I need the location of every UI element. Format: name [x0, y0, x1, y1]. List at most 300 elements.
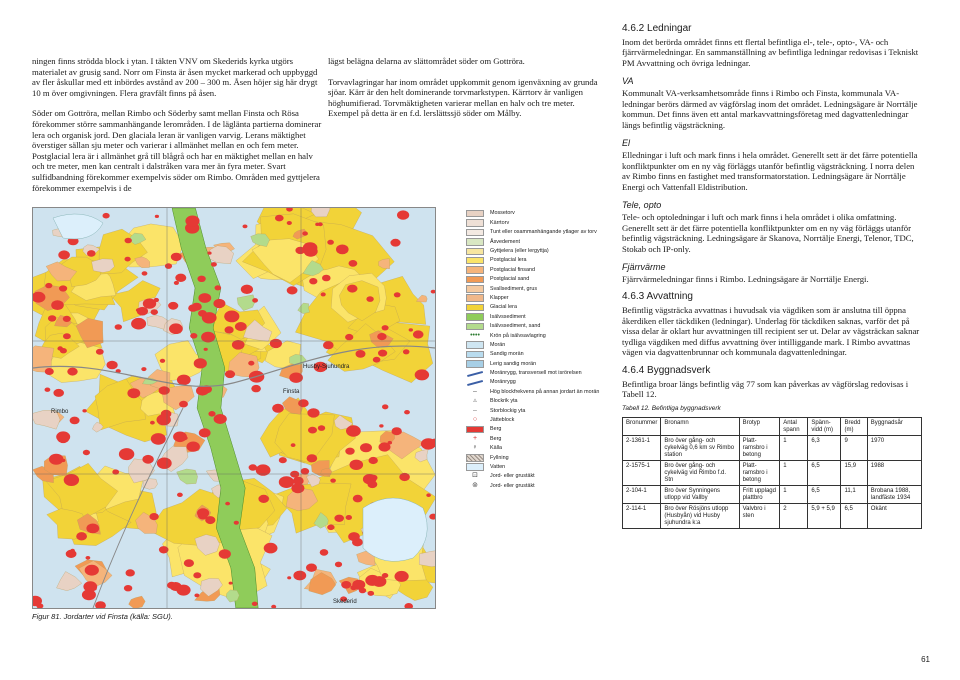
bedrock-outcrop: [368, 481, 378, 488]
bedrock-outcrop: [251, 385, 261, 392]
table-cell: 11,1: [841, 486, 867, 504]
legend-label: Storblockig yta: [490, 407, 526, 414]
legend-symbol-icon: ▵: [473, 397, 477, 405]
bedrock-outcrop: [382, 573, 388, 578]
lake: [363, 498, 427, 561]
table-cell: 6,5: [808, 461, 841, 486]
table-cell: 2-114-1: [623, 504, 661, 529]
legend-label: Sandig morän: [490, 351, 524, 358]
bedrock-outcrop: [165, 263, 172, 269]
legend-item: [466, 359, 616, 368]
table-row: [623, 486, 922, 504]
legend-swatch: [466, 276, 484, 284]
table-cell: Valvbro i sten: [739, 504, 780, 529]
bedrock-outcrop: [159, 386, 170, 395]
legend-symbol-icon: +: [472, 434, 478, 442]
bedrock-outcrop: [345, 448, 354, 455]
bedrock-outcrop: [258, 495, 269, 503]
table-cell: 5,9 + 5,9: [808, 504, 841, 529]
bedrock-outcrop: [167, 582, 176, 589]
table-cell: 1988: [867, 461, 921, 486]
bedrock-outcrop: [290, 471, 299, 478]
legend-label: Postglacial sand: [490, 276, 530, 283]
legend-item: [466, 247, 616, 256]
legend-item: [466, 331, 616, 340]
bedrock-outcrop: [409, 328, 413, 331]
bedrock-outcrop: [359, 588, 366, 594]
table-cell: 6,5: [808, 486, 841, 504]
table-header-cell: Brotyp: [739, 418, 780, 436]
legend-swatch: [466, 463, 484, 471]
bedrock-outcrop: [379, 424, 383, 427]
bedrock-outcrop: [366, 296, 373, 302]
legend-label: Åsvedement: [490, 238, 520, 245]
table-cell: 2-1361-1: [623, 436, 661, 461]
paragraph: Befintlig vägsträcka avvattnas i huvudsak via vägdiken som är anslutna till öppna åkerdiken eller täckdiken (ledningar). Underlag för täckdiken saknas, varför det på vissa delar är oklart hur avvattningen till recipient ser ut. Delar av vägsträckan saknar tydliga vägdiken med diffus avvattning över intilliggande mark. I Rimbo avvattnas vägen via dagvattenbrunnar och kommunala dagvattenledningar.: [622, 305, 920, 358]
table-row: [623, 436, 922, 461]
bedrock-outcrop: [96, 349, 104, 355]
bedrock-outcrop: [63, 333, 71, 339]
bedrock-outcrop: [169, 323, 183, 334]
bedrock-outcrop: [243, 225, 248, 229]
bedrock-outcrop: [279, 457, 287, 463]
bedrock-outcrop: [199, 428, 211, 437]
legend-label: Kärrtorv: [490, 219, 510, 226]
legend-label: Moränrygg: [490, 379, 516, 386]
bedrock-outcrop: [308, 427, 317, 434]
bedrock-outcrop: [168, 302, 178, 310]
bedrock-outcrop: [125, 257, 131, 262]
bedrock-outcrop: [191, 303, 201, 311]
table-cell: Platt-ramsbro i betong: [739, 436, 780, 461]
paragraph: Söder om Gottröra, mellan Rimbo och Söderby samt mellan Finsta och Rösa förekommer större sammanhängande lerområden. I de läglänta partierna dominerar lera och organisk jord. Den glaciala leran är vanligen varvig. Lerans mäktighet överstiger sällan sju meter och varierar i allmänhet mellan en och fem meter. Postglacial lera är i allmänhet grå till blågrå och har en mäktighet mellan en halv och tre meter, men kan centralt i dalstråken vara mer än fyra meter. Svart sulfidbandning förekommer exempelvis söder om Rimbo. Områden med gyttjelera förekommer exempelvis i de: [32, 108, 322, 193]
paragraph: lägst belägna delarna av slättområdet söder om Gottröra.: [328, 56, 525, 66]
legend-item: [466, 406, 616, 415]
bedrock-outcrop: [225, 326, 234, 333]
legend-symbol-icon: ♀: [472, 444, 478, 452]
legend-item: [466, 322, 616, 331]
bedrock-outcrop: [347, 285, 357, 293]
bedrock-outcrop: [350, 460, 364, 470]
bedrock-outcrop: [207, 252, 211, 255]
bedrock-outcrop: [368, 591, 375, 596]
legend-label: Källa: [490, 445, 502, 452]
legend-item: [466, 237, 616, 246]
bedrock-outcrop: [392, 427, 402, 435]
bedrock-outcrop: [177, 493, 183, 497]
legend-item: [466, 275, 616, 284]
bedrock-outcrop: [287, 576, 291, 579]
bedrock-outcrop: [86, 524, 99, 534]
bedrock-outcrop: [379, 442, 391, 451]
bedrock-outcrop: [293, 571, 306, 581]
legend-label: Morän: [490, 341, 506, 348]
bedrock-outcrop: [49, 454, 63, 465]
bedrock-outcrop: [56, 431, 70, 442]
bedrock-outcrop: [193, 572, 201, 578]
bedrock-outcrop: [58, 250, 70, 259]
table-cell: Bro över Rösjöns utlopp (Husbyån) vid Husby sjuhundra k:a: [661, 504, 739, 529]
map-place-label: Finsta: [283, 389, 300, 395]
legend-swatch: [466, 341, 484, 349]
bedrock-outcrop: [115, 324, 122, 330]
legend-label: Postglacial finsand: [490, 266, 535, 273]
bedrock-outcrop: [403, 349, 410, 354]
paragraph: Fjärrvärmeledningar finns i Rimbo. Ledningsägare är Norrtälje Energi.: [622, 273, 869, 284]
legend-swatch: [466, 229, 484, 237]
legend-item: [466, 378, 616, 387]
section-heading: 4.6.3 Avvattning: [622, 291, 693, 303]
legend-item: [466, 453, 616, 462]
bedrock-outcrop: [219, 549, 231, 558]
bedrock-outcrop: [204, 348, 208, 351]
table-cell: 1: [780, 461, 808, 486]
legend-label: Svallsediment, grus: [490, 285, 538, 292]
bedrock-outcrop: [365, 575, 379, 586]
table-header-cell: Byggnadsår: [867, 418, 921, 436]
bedrock-outcrop: [45, 368, 54, 375]
bedrock-outcrop: [336, 245, 349, 255]
bedrock-outcrop: [149, 513, 158, 520]
table-cell: 6,5: [841, 504, 867, 529]
legend-symbol-icon: [466, 370, 484, 378]
bedrock-outcrop: [103, 213, 110, 219]
legend-label: Hög blockfrekvens på annan jordart än morän: [490, 388, 600, 395]
bedrock-outcrop: [86, 556, 91, 560]
bedrock-outcrop: [395, 571, 409, 582]
section-heading: 4.6.4 Byggnadsverk: [622, 365, 711, 377]
legend-label: Berg: [490, 435, 502, 442]
bedrock-outcrop: [229, 582, 233, 585]
bedrock-outcrop: [370, 475, 378, 481]
bedrock-outcrop: [70, 549, 75, 553]
legend-swatch: [466, 304, 484, 312]
bedrock-outcrop: [194, 594, 199, 598]
legend-item: [466, 350, 616, 359]
legend-label: Lerig sandig morän: [490, 360, 537, 367]
bedrock-outcrop: [85, 565, 99, 576]
bedrock-outcrop: [279, 476, 294, 488]
bedrock-outcrop: [173, 432, 187, 443]
bedrock-outcrop: [291, 443, 296, 447]
legend-item: [466, 284, 616, 293]
bedrock-outcrop: [198, 293, 211, 303]
bedrock-outcrop: [214, 414, 227, 424]
subheading: El: [622, 138, 631, 149]
text-column-right: [622, 24, 922, 529]
legend-label: Jord- eller grustäkt: [490, 482, 535, 489]
bedrock-outcrop: [213, 299, 225, 308]
bedrock-outcrop: [330, 479, 336, 483]
table-cell: 1: [780, 486, 808, 504]
bedrock-outcrop: [232, 340, 245, 350]
legend-swatch: [466, 323, 484, 331]
text-column-middle: [328, 56, 598, 129]
bedrock-outcrop: [198, 310, 207, 317]
bedrock-outcrop: [83, 581, 97, 592]
bedrock-outcrop: [82, 409, 86, 412]
bedrock-outcrop: [171, 253, 182, 261]
legend-item: [466, 434, 616, 443]
bedrock-outcrop: [252, 298, 258, 303]
table-cell: 15,9: [841, 461, 867, 486]
bedrock-outcrop: [287, 221, 292, 225]
table-cell: 1970: [867, 436, 921, 461]
legend-symbol-icon: –: [473, 387, 477, 395]
bedrock-outcrop: [307, 408, 319, 417]
legend-item: [466, 397, 616, 406]
legend-item: [466, 209, 616, 218]
bedrock-outcrop: [348, 532, 360, 541]
bedrock-outcrop: [205, 516, 215, 524]
bedrock-outcrop: [179, 401, 188, 408]
bedrock-outcrop: [194, 358, 207, 368]
bedrock-outcrop: [157, 414, 171, 425]
bedrock-outcrop: [63, 316, 71, 322]
legend-item: [466, 312, 616, 321]
legend-item: [466, 218, 616, 227]
legend-swatch: [466, 257, 484, 265]
bedrock-outcrop: [404, 410, 410, 414]
bedrock-outcrop: [346, 515, 352, 520]
bedrock-outcrop: [241, 285, 253, 294]
table-cell: 2-1575-1: [623, 461, 661, 486]
bedrock-outcrop: [293, 477, 304, 485]
bedrock-outcrop: [248, 361, 254, 366]
bedrock-outcrop: [184, 559, 194, 567]
paragraph: Kommunalt VA-verksamhetsområde finns i Rimbo och Finsta, kommunala VA-ledningar berörs därmed av vägförslag inom det området. Ledningsägare är Norrtälje kommun. Det finns även ett antal markavvattningsföretag med dagvattenledningar längs befintlig vägsträckning.: [622, 87, 918, 130]
legend-label: Tunt eller osammanhängande ytlager av torv: [490, 229, 597, 236]
legend-label: Postglacial lera: [490, 257, 527, 264]
bedrock-outcrop: [397, 210, 409, 219]
bedrock-outcrop: [87, 250, 96, 257]
bedrock-outcrop: [70, 417, 80, 425]
legend-item: [466, 387, 616, 396]
legend-label: Blockrik yta: [490, 398, 518, 405]
legend-label: Berg: [490, 426, 502, 433]
bedrock-outcrop: [83, 450, 90, 455]
bedrock-outcrop: [185, 216, 199, 227]
bridges-table: [622, 417, 922, 529]
table-header-cell: Bronummer: [623, 418, 661, 436]
legend-item: [466, 425, 616, 434]
bedrock-outcrop: [142, 455, 153, 464]
table-body: [623, 436, 922, 529]
table-cell: Bro över gång- och cykelväg 0,6 km sv Rimbo station: [661, 436, 739, 461]
legend-label: Jätteblock: [490, 417, 515, 424]
table-header-cell: Spänn-vidd (m): [808, 418, 841, 436]
legend-swatch: [466, 248, 484, 256]
bedrock-outcrop: [131, 318, 146, 330]
bedrock-outcrop: [345, 334, 353, 340]
bedrock-outcrop: [224, 311, 239, 323]
legend-swatch: [466, 294, 484, 302]
bedrock-outcrop: [59, 285, 67, 291]
map-place-label: Rimbo: [51, 409, 69, 415]
bedrock-outcrop: [151, 309, 158, 315]
bedrock-outcrop: [327, 525, 334, 531]
bedrock-outcrop: [225, 370, 235, 378]
legend-symbol-icon: ••••: [470, 331, 480, 339]
paragraph: Inom det berörda området finns ett flertal befintliga el-, tele-, opto-, VA- och fjärrvärmeledningar. En sammanställning av befintliga ledningar redovisas i Tekniskt PM Avvattning och övriga ledningar.: [622, 36, 919, 68]
legend-symbol-icon: ⊡: [472, 472, 478, 480]
bedrock-outcrop: [275, 215, 284, 222]
bedrock-outcrop: [187, 442, 200, 452]
legend-swatch: [466, 454, 484, 462]
bedrock-outcrop: [335, 562, 342, 568]
table-cell: Platt-ramsbro i betong: [739, 461, 780, 486]
bedrock-outcrop: [61, 459, 65, 462]
bedrock-outcrop: [125, 238, 132, 244]
bedrock-outcrop: [48, 315, 56, 321]
legend-label: Mossetorv: [490, 210, 515, 217]
bedrock-outcrop: [127, 388, 140, 398]
table-caption: Tabell 12. Befintliga byggnadsverk: [622, 404, 721, 412]
map-legend: [466, 209, 616, 491]
table-cell: Brobana 1988, landfäste 1934: [867, 486, 921, 504]
bedrock-outcrop: [57, 346, 63, 350]
bedrock-outcrop: [197, 508, 209, 517]
bedrock-outcrop: [264, 543, 278, 554]
bedrock-outcrop: [377, 333, 386, 340]
legend-label: Isälvssediment, sand: [490, 323, 541, 330]
legend-label: Fyllning: [490, 454, 509, 461]
bedrock-outcrop: [45, 283, 52, 288]
bedrock-outcrop: [426, 493, 431, 497]
bedrock-outcrop: [321, 292, 326, 296]
legend-item: [466, 472, 616, 481]
text-column-left: [32, 56, 322, 203]
legend-symbol-icon: ○: [472, 416, 478, 424]
bedrock-outcrop: [327, 240, 334, 245]
bedrock-outcrop: [235, 322, 247, 331]
table-cell: Fritt upplagd plattbro: [739, 486, 780, 504]
bedrock-outcrop: [318, 425, 325, 431]
table-cell: 6,3: [808, 436, 841, 461]
bedrock-outcrop: [160, 359, 165, 363]
bedrock-outcrop: [124, 585, 132, 591]
bedrock-outcrop: [45, 388, 51, 392]
bedrock-outcrop: [51, 300, 64, 310]
bedrock-outcrop: [175, 274, 186, 282]
bedrock-outcrop: [346, 425, 361, 436]
legend-label: Gyttjelera (eller lergyttja): [490, 248, 549, 254]
bedrock-outcrop: [369, 457, 378, 464]
table-row: [623, 461, 922, 486]
legend-label: Moränrygg, transversell mot isrörelsen: [490, 370, 582, 377]
bedrock-outcrop: [150, 421, 155, 425]
legend-swatch: [466, 219, 484, 227]
legend-swatch: [466, 313, 484, 321]
bedrock-outcrop: [137, 307, 148, 316]
legend-label: Jord- eller grustäkt: [490, 473, 535, 480]
bedrock-outcrop: [295, 247, 305, 254]
bedrock-outcrop: [176, 585, 190, 596]
bedrock-outcrop: [119, 448, 134, 460]
bedrock-outcrop: [142, 271, 148, 275]
bedrock-outcrop: [190, 333, 197, 339]
legend-swatch: [466, 285, 484, 293]
bedrock-outcrop: [334, 515, 344, 522]
legend-swatch: [466, 210, 484, 218]
bedrock-outcrop: [415, 369, 429, 380]
bedrock-outcrop: [320, 549, 329, 556]
legend-item: [466, 265, 616, 274]
table-header-cell: Bredd (m): [841, 418, 867, 436]
table-cell: Bro över Synningens utlopp vid Vallby: [661, 486, 739, 504]
legend-symbol-icon: [466, 379, 484, 387]
legend-label: Vatten: [490, 463, 506, 470]
bedrock-outcrop: [322, 275, 331, 282]
legend-item: [466, 369, 616, 378]
table-cell: Bro över gång- och cykelväg vid Rimbo f.d. Stn: [661, 461, 739, 486]
bedrock-outcrop: [394, 292, 401, 297]
paragraph: Torvavlagringar har inom området uppkommit genom igenväxning av grunda sjöar. Kärr är den helt dominerande torvmarkstypen. Kärrtorv är vanligen höghumifierad. Torvmäktigheten varierar mellan en halv och tre meter. Exempel på detta är en f.d. lerslättssjö söder om Målby.: [328, 76, 598, 119]
legend-item: [466, 303, 616, 312]
bedrock-outcrop: [177, 375, 191, 386]
legend-swatch: [466, 238, 484, 246]
soil-map: [33, 208, 435, 608]
figure-caption: Figur 81. Jordarter vid Finsta (källa: SGU).: [32, 612, 173, 621]
bedrock-outcrop: [309, 278, 317, 284]
bedrock-outcrop: [353, 495, 363, 503]
bedrock-outcrop: [303, 242, 318, 253]
bedrock-outcrop: [382, 325, 389, 330]
legend-item: [466, 256, 616, 265]
legend-swatch: [466, 426, 484, 434]
legend-swatch: [466, 360, 484, 368]
bedrock-outcrop: [141, 367, 146, 371]
bedrock-outcrop: [76, 532, 87, 540]
bedrock-outcrop: [349, 260, 358, 267]
bedrock-outcrop: [356, 350, 366, 358]
bedrock-outcrop: [107, 361, 118, 370]
page-number: 61: [921, 655, 930, 664]
legend-label: Glacial lera: [490, 304, 517, 311]
bedrock-outcrop: [155, 215, 159, 218]
bedrock-outcrop: [323, 341, 334, 349]
legend-item: [466, 340, 616, 349]
bedrock-outcrop: [390, 239, 400, 247]
legend-item: [466, 294, 616, 303]
bedrock-outcrop: [225, 502, 230, 506]
legend-label: Isälvssediment: [490, 313, 526, 320]
table-cell: 2: [780, 504, 808, 529]
bedrock-outcrop: [272, 404, 284, 413]
paragraph: Tele- och optoledningar i luft och mark finns i hela området i olika omfattning. Generellt sett är det färre potentiella konfliktpunkter om en ny väg förläggs utanför befintlig vägsträckning. Ledningsägare är Skanova, Norrtälje Energi, Telenor, TDC, Stokab och IP-only.: [622, 211, 914, 254]
legend-swatch: [466, 266, 484, 274]
legend-item: [466, 481, 616, 490]
table-cell: 2-104-1: [623, 486, 661, 504]
table-row: [623, 504, 922, 529]
bedrock-outcrop: [211, 262, 217, 267]
paragraph: ningen finns strödda block i ytan. I täkten VNV om Skederids kyrka utgörs materialet av grusig sand. Norr om Finsta är åsen mycket markerad och uppbyggd av fler åskullar med ett inbördes avstånd av 200 – 300 m. Åsen höjer sig här drygt 10 m över omgivningen. Flera gravfält finns på åsen.: [32, 56, 318, 98]
legend-symbol-icon: ⊚: [472, 481, 478, 489]
subheading: Tele, opto: [622, 200, 662, 211]
subheading: VA: [622, 76, 634, 87]
map-place-label: Skederid: [333, 599, 357, 605]
bedrock-outcrop: [413, 330, 424, 338]
bedrock-outcrop: [252, 602, 258, 606]
table-cell: Okänt: [867, 504, 921, 529]
subheading: Fjärrvärme: [622, 262, 666, 273]
bedrock-outcrop: [302, 231, 308, 235]
table-header-row: [623, 418, 922, 436]
table-cell: 1: [780, 436, 808, 461]
bedrock-outcrop: [53, 389, 64, 397]
bedrock-outcrop: [382, 404, 388, 409]
legend-symbol-icon: –: [473, 406, 477, 414]
